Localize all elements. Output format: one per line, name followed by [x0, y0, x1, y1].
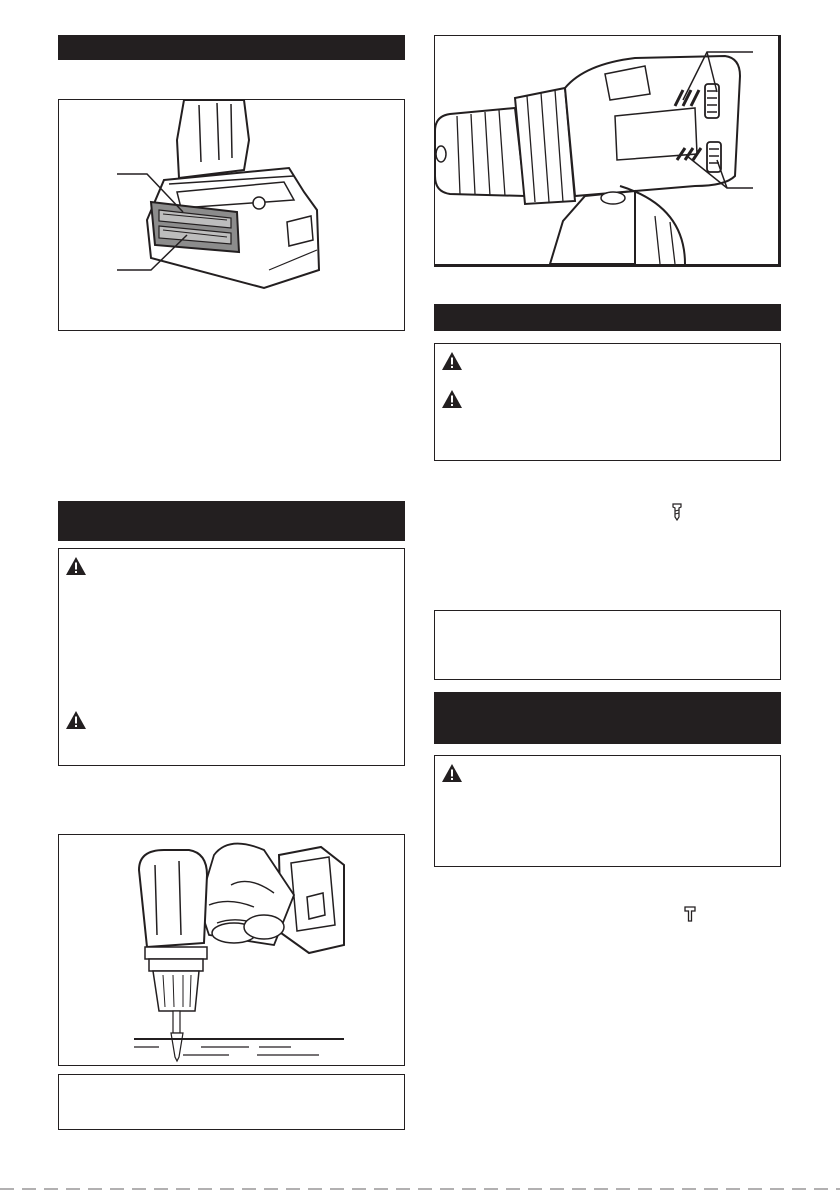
- section-heading-bar-bit-holder: [58, 35, 405, 60]
- hammer-icon: [684, 906, 696, 922]
- warning-box-left: [58, 548, 405, 766]
- section-heading-bar-hammer-drilling: [434, 692, 781, 744]
- section-heading-bar-operation: [434, 304, 781, 331]
- warning-triangle-icon: [441, 351, 463, 371]
- note-box-left: [58, 1074, 405, 1130]
- warning-box-right-lower: [434, 755, 781, 867]
- section-heading-bar-installing-bit: [58, 501, 405, 541]
- warning-triangle-icon: [65, 556, 87, 576]
- figure-drill-vents: [434, 35, 781, 267]
- note-box-right: [434, 610, 781, 680]
- driving-screw-illustration: [59, 835, 404, 1065]
- warning-box-right: [434, 343, 781, 461]
- page-bottom-edge: [0, 1188, 840, 1190]
- bit-holder-illustration: [59, 100, 404, 330]
- screw-icon: [672, 503, 682, 521]
- figure-driving-screw: [58, 834, 405, 1066]
- warning-triangle-icon: [65, 710, 87, 730]
- warning-triangle-icon: [441, 389, 463, 409]
- drill-vents-illustration: [435, 36, 778, 264]
- warning-triangle-icon: [441, 763, 463, 783]
- figure-bit-holder: [58, 99, 405, 331]
